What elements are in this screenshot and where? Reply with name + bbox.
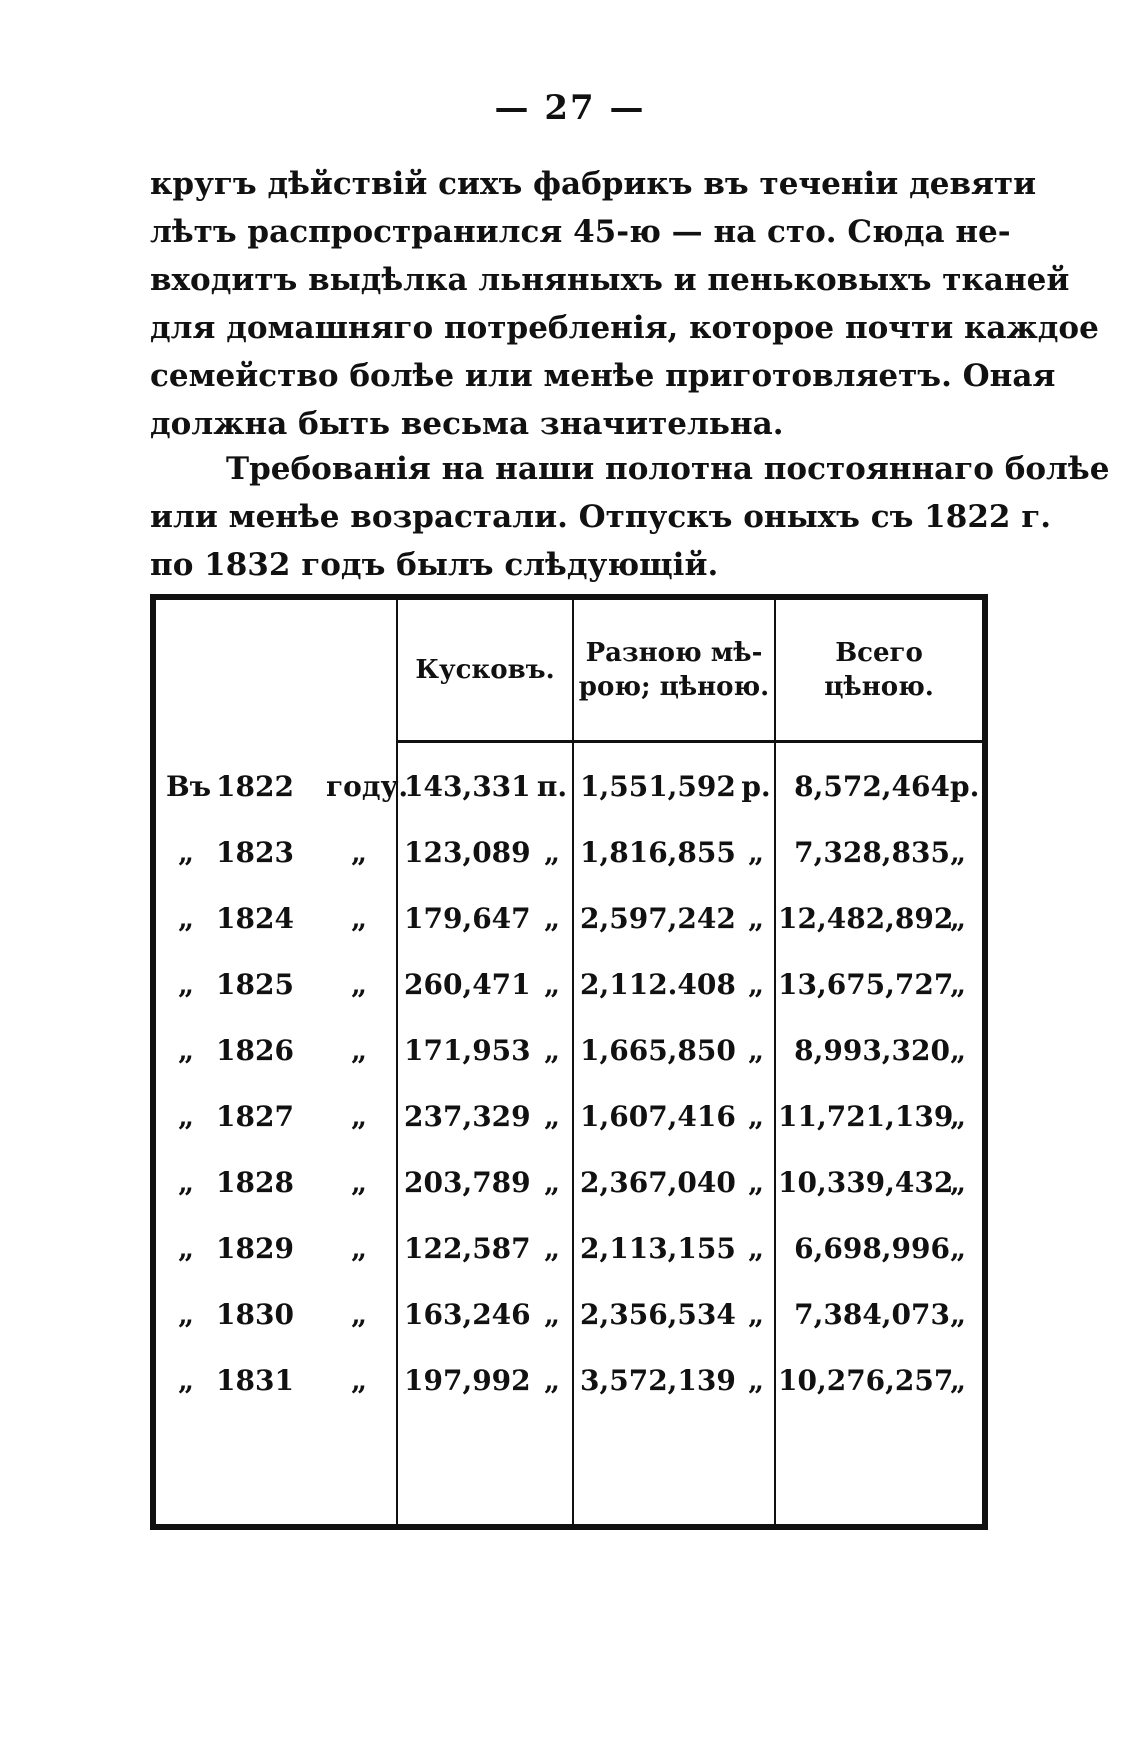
price-unit: р.	[741, 770, 771, 803]
total-unit: „	[950, 902, 967, 935]
row-year-suffix: „	[350, 836, 368, 869]
text-line: Требованія на наши полотна постояннаго болѣе	[226, 451, 1110, 487]
price-value: 1,665,850	[580, 1034, 736, 1067]
total-value: 12,482,892	[778, 902, 954, 935]
price-unit: „	[747, 1166, 765, 1199]
row-prefix: „	[177, 902, 195, 935]
text-line: кругъ дѣйствій сихъ фабрикъ въ теченіи девяти	[150, 166, 1037, 202]
text-line: лѣтъ распространился 45-ю — на сто. Сюда не-	[150, 214, 1011, 250]
pieces-value: 163,246	[404, 1298, 531, 1331]
pieces-unit: „	[543, 968, 561, 1001]
pieces-value: 237,329	[404, 1100, 531, 1133]
paragraph-2	[150, 445, 1110, 589]
total-value: 8,993,320	[794, 1034, 950, 1067]
row-prefix: „	[177, 1298, 195, 1331]
header-price	[574, 600, 774, 740]
text-line: или менѣе возрастали. Отпускъ оныхъ съ 1822 г.	[150, 499, 1052, 535]
row-year-suffix: „	[350, 1232, 368, 1265]
pieces-unit: „	[543, 1298, 561, 1331]
total-unit: р.	[950, 770, 980, 803]
price-value: 1,816,855	[580, 836, 736, 869]
price-unit: „	[747, 1364, 765, 1397]
row-prefix: „	[177, 1034, 195, 1067]
price-value: 1,551,592	[580, 770, 736, 803]
total-value: 8,572,464	[794, 770, 950, 803]
text-line: семейство болѣе или менѣе приготовляетъ. Оная	[150, 358, 1056, 394]
price-value: 2,113,155	[580, 1232, 736, 1265]
row-year: 1830	[216, 1298, 294, 1331]
pieces-unit: „	[543, 1232, 561, 1265]
row-prefix: „	[177, 1166, 195, 1199]
row-year: 1822	[216, 770, 294, 803]
row-prefix: Въ	[166, 770, 212, 803]
table-row	[156, 816, 982, 890]
pieces-unit: „	[543, 902, 561, 935]
row-prefix: „	[177, 1232, 195, 1265]
table-row	[156, 1014, 982, 1088]
total-unit: „	[950, 1034, 967, 1067]
row-year: 1826	[216, 1034, 294, 1067]
row-year: 1827	[216, 1100, 294, 1133]
text-line: для домашняго потребленія, которое почти каждое	[150, 310, 1099, 346]
total-unit: „	[950, 1298, 967, 1331]
price-unit: „	[747, 1100, 765, 1133]
row-year-suffix: „	[350, 1298, 368, 1331]
price-unit: „	[747, 1232, 765, 1265]
total-value: 7,328,835	[794, 836, 950, 869]
row-year-suffix: году.	[326, 770, 409, 803]
table-row	[156, 948, 982, 1022]
total-unit: „	[950, 1100, 967, 1133]
pieces-value: 203,789	[404, 1166, 531, 1199]
paragraph-1	[150, 160, 1099, 448]
pieces-value: 197,992	[404, 1364, 531, 1397]
pieces-value: 123,089	[404, 836, 531, 869]
total-unit: „	[950, 1166, 967, 1199]
row-prefix: „	[177, 836, 195, 869]
price-unit: „	[747, 1298, 765, 1331]
total-value: 6,698,996	[794, 1232, 950, 1265]
pieces-unit: „	[543, 1364, 561, 1397]
pieces-unit: п.	[536, 770, 568, 803]
page-number: — 27 —	[494, 88, 646, 128]
header-pieces: Кусковъ.	[415, 655, 555, 685]
row-prefix: „	[177, 1364, 195, 1397]
row-year: 1823	[216, 836, 294, 869]
row-year-suffix: „	[350, 968, 368, 1001]
pieces-unit: „	[543, 1166, 561, 1199]
row-prefix: „	[177, 968, 195, 1001]
table-row	[156, 1278, 982, 1352]
price-value: 2,112.408	[580, 968, 736, 1001]
total-value: 10,339,432	[778, 1166, 954, 1199]
total-unit: „	[950, 836, 967, 869]
text-line: входитъ выдѣлка льняныхъ и пеньковыхъ тканей	[150, 262, 1070, 298]
price-value: 3,572,139	[580, 1364, 736, 1397]
header-price-line-1: Разною мѣ-	[585, 638, 763, 668]
pieces-value: 260,471	[404, 968, 531, 1001]
row-year: 1831	[216, 1364, 294, 1397]
text-line: по 1832 годъ былъ слѣдующій.	[150, 547, 719, 583]
pieces-value: 171,953	[404, 1034, 531, 1067]
price-unit: „	[747, 968, 765, 1001]
total-unit: „	[950, 1232, 967, 1265]
row-prefix: „	[177, 1100, 195, 1133]
row-year-suffix: „	[350, 1034, 368, 1067]
price-value: 2,356,534	[580, 1298, 736, 1331]
row-year-suffix: „	[350, 1364, 368, 1397]
total-value: 10,276,257	[778, 1364, 954, 1397]
total-value: 11,721,139	[778, 1100, 954, 1133]
table-row	[156, 882, 982, 956]
pieces-value: 122,587	[404, 1232, 531, 1265]
header-price-line-2: рою; цѣною.	[578, 672, 770, 702]
row-year-suffix: „	[350, 1100, 368, 1133]
row-year: 1828	[216, 1166, 294, 1199]
header-total: Всего цѣною.	[824, 638, 934, 702]
pieces-unit: „	[543, 1034, 561, 1067]
pieces-unit: „	[543, 1100, 561, 1133]
price-value: 2,597,242	[580, 902, 736, 935]
price-unit: „	[747, 836, 765, 869]
table-row	[156, 1080, 982, 1154]
pieces-value: 143,331	[404, 770, 531, 803]
price-value: 1,607,416	[580, 1100, 736, 1133]
total-value: 7,384,073	[794, 1298, 950, 1331]
row-year: 1829	[216, 1232, 294, 1265]
table-row	[156, 1212, 982, 1286]
text-line: должна быть весьма значительна.	[150, 406, 784, 442]
row-year-suffix: „	[350, 1166, 368, 1199]
export-table	[150, 594, 988, 1530]
table-row	[156, 1146, 982, 1220]
price-value: 2,367,040	[580, 1166, 736, 1199]
row-year: 1825	[216, 968, 294, 1001]
table-row	[156, 1344, 982, 1418]
header-divider	[396, 740, 982, 743]
pieces-unit: „	[543, 836, 561, 869]
price-unit: „	[747, 902, 765, 935]
row-year-suffix: „	[350, 902, 368, 935]
price-unit: „	[747, 1034, 765, 1067]
total-unit: „	[950, 1364, 967, 1397]
pieces-value: 179,647	[404, 902, 531, 935]
total-value: 13,675,727	[778, 968, 954, 1001]
total-unit: „	[950, 968, 967, 1001]
row-year: 1824	[216, 902, 294, 935]
table-row	[156, 750, 982, 824]
